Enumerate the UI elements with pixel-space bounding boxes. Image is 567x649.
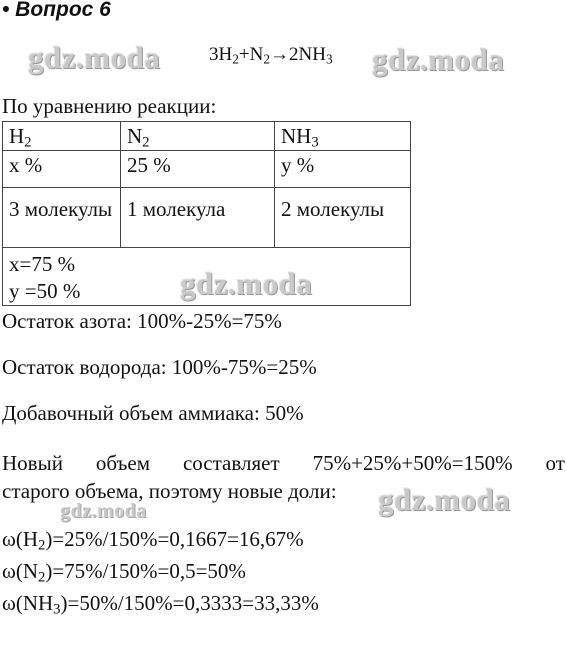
table-header-cell: $N_2$ — [121, 122, 275, 151]
watermark-logo: gdz.moda — [180, 266, 313, 301]
table-cell: y % — [275, 151, 411, 188]
intro-text: По уравнению реакции: — [2, 94, 217, 118]
ammonia-added: Добавочный объем аммиака: 50% — [2, 401, 304, 425]
result-y: y =50 % — [9, 279, 81, 303]
reaction-equation: $3H_2+N_2\to 2NH_3$ — [209, 44, 333, 67]
table-cell: 3 молекулы — [3, 188, 121, 248]
table-row — [3, 188, 411, 248]
hydrogen-remainder: Остаток водорода: 100%-75%=25% — [2, 355, 317, 379]
nitrogen-remainder: Остаток азота: 100%-25%=75% — [2, 309, 282, 333]
table-header-cell: $H_2$ — [3, 122, 121, 151]
table-row — [3, 151, 411, 188]
table-cell: 1 молекула — [121, 188, 275, 248]
word: составляет — [182, 451, 280, 475]
word: Новый — [2, 451, 63, 475]
fraction-h2: $\omega(H_2)=25\%/150\%=0,1667=16,67\%$ — [2, 527, 304, 554]
watermark-logo: gdz.moda — [60, 500, 147, 522]
fraction-nh3: $\omega(NH_3)=50\%/150\%=0,3333=33,33\%$ — [2, 591, 319, 618]
new-volume-line2: старого объема, поэтому новые доли: — [2, 479, 337, 503]
table-header-cell: $NH_3$ — [275, 122, 411, 151]
result-x: x=75 % — [9, 252, 76, 276]
word: объем — [95, 451, 151, 475]
watermark-logo: gdz.moda — [28, 40, 161, 75]
word: от — [545, 451, 565, 475]
watermark-logo: gdz.moda — [378, 482, 511, 517]
fraction-n2: $\omega(N_2)=75\%/150\%=0,5=50\%$ — [2, 559, 246, 586]
watermark-logo: gdz.moda — [372, 42, 505, 77]
question-heading: • Вопрос 6 — [2, 0, 111, 21]
table-cell: x % — [3, 151, 121, 188]
table-cell: 2 молекулы — [275, 188, 411, 248]
table-cell: 25 % — [121, 151, 275, 188]
word: 75%+25%+50%=150% — [312, 451, 513, 475]
table-header-row — [3, 122, 411, 151]
